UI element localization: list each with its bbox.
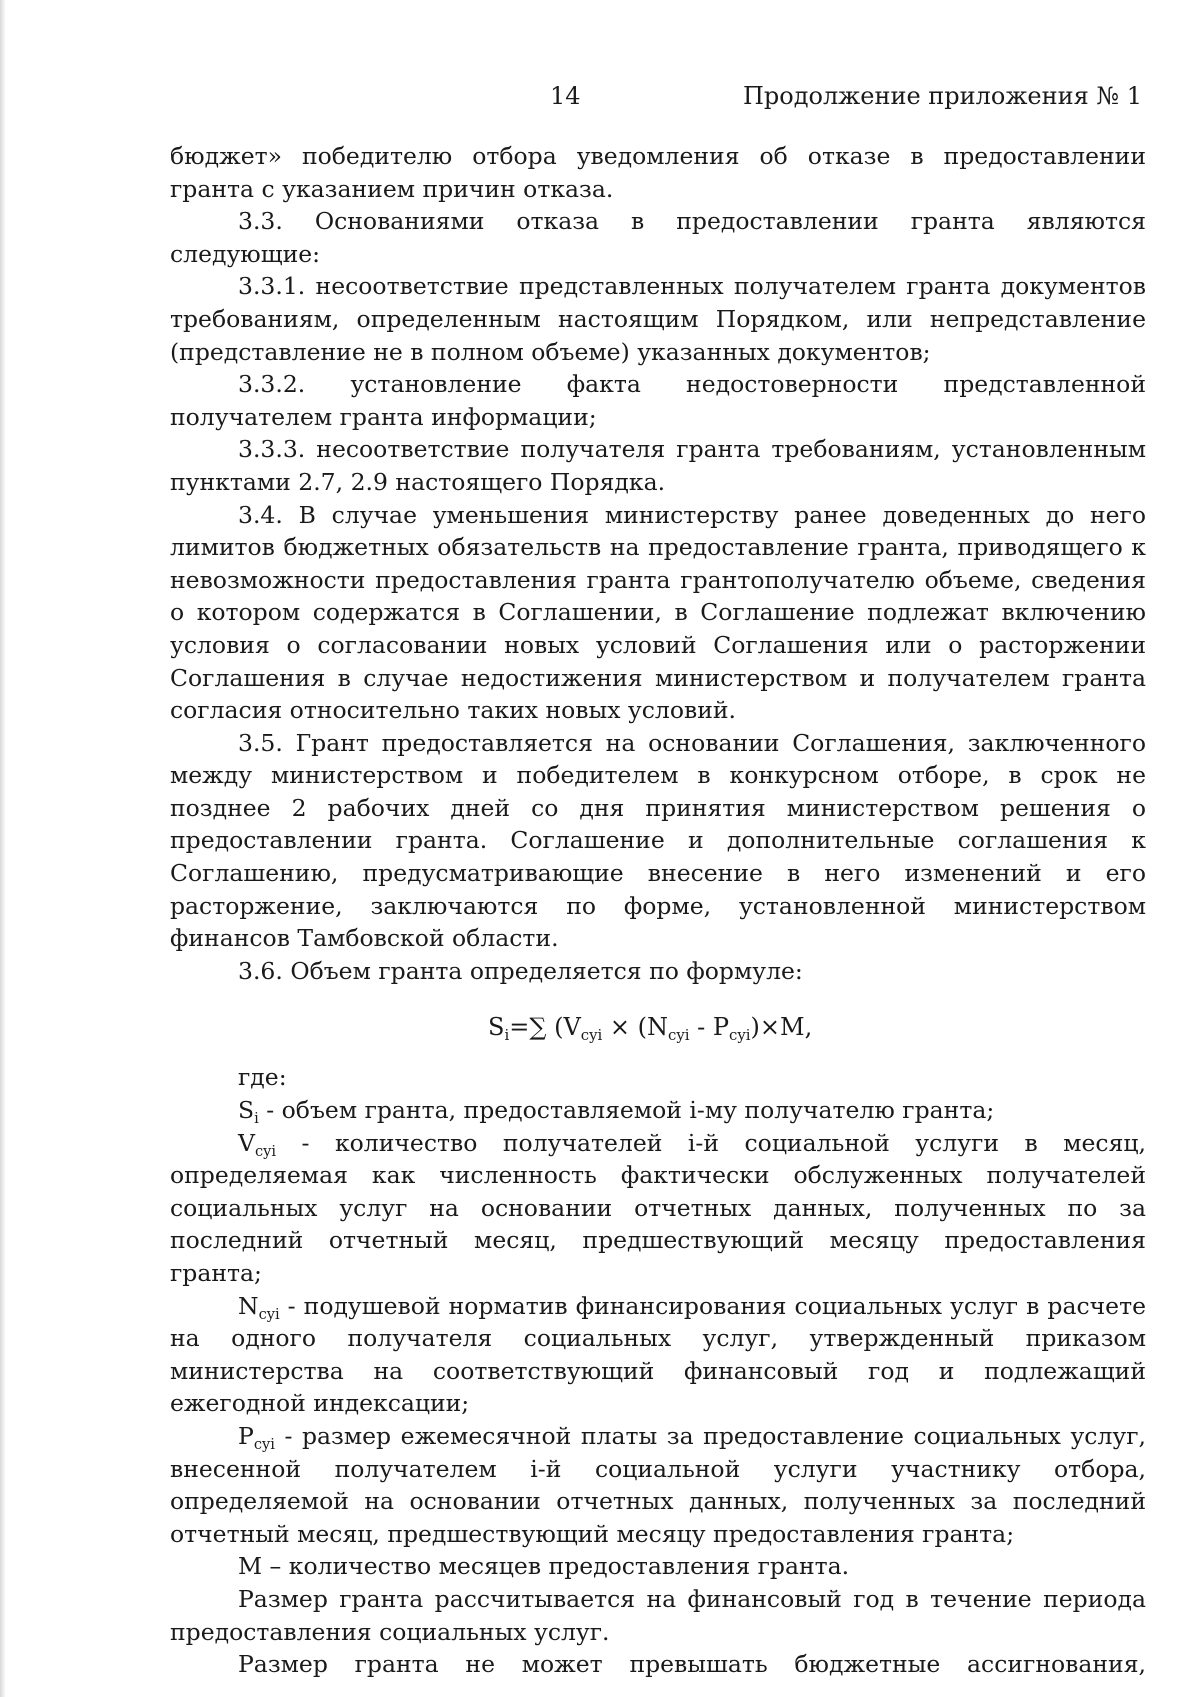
paragraph-grant-period: Размер гранта рассчитывается на финансовый год в течение периода предоставления социальных услуг. bbox=[170, 1584, 1146, 1646]
scan-edge-shadow bbox=[0, 0, 6, 1697]
symbol-n: $N_{cyi}$ bbox=[238, 1291, 280, 1323]
paragraph-3-3: 3.3. Основаниями отказа в предоставлении гранта являются следующие: bbox=[170, 207, 1146, 268]
definition-v: $V_{cyi}$ - количество получателей i-й социальной услуги в месяц, определяемая как численность фактически обслуженных получателей социальных услуг на основании отчетных данных, полученных по за последний отчетный месяц, предшествующий месяцу предоставления гранта; bbox=[170, 1128, 1146, 1287]
page-number: 14 bbox=[550, 82, 581, 110]
paragraph-continuation: бюджет» победителю отбора уведомления об отказе в предоставлении гранта с указанием причин отказа. bbox=[170, 142, 1146, 203]
definition-m: М – количество месяцев предоставления гранта. bbox=[238, 1552, 850, 1581]
appendix-continuation-note: Продолжение приложения № 1 bbox=[742, 82, 1142, 110]
paragraph-3-3-3: 3.3.3. несоответствие получателя гранта требованиям, установленным пунктами 2.7, 2.9 настоящего Порядка. bbox=[170, 435, 1146, 496]
paragraph-3-3-1: 3.3.1. несоответствие представленных получателем гранта документов требованиям, определенным настоящим Порядком, или непредставление (представление не в полном объеме) указанных документов; bbox=[170, 272, 1146, 366]
definition-n: $N_{cyi}$ - подушевой норматив финансирования социальных услуг в расчете на одного получателя социальных услуг, утвержденный приказом министерства на соответствующий финансовый год и подлежащий ежегодной индексации; bbox=[170, 1291, 1146, 1418]
symbol-s: $S_i$ bbox=[238, 1096, 259, 1128]
formula-where-label: где: bbox=[238, 1063, 287, 1092]
document-body bbox=[170, 140, 1146, 1681]
definition-p: $P_{cyi}$ - размер ежемесячной платы за предоставление социальных услуг, внесенной получателем i-й социальной услуги участнику отбора, определяемой на основании отчетных данных, полученных за последний отчетный месяц, предшествующий месяцу предоставления гранта; bbox=[170, 1421, 1146, 1548]
paragraph-3-3-2: 3.3.2. установление факта недостоверности представленной получателем гранта информации; bbox=[170, 370, 1146, 431]
grant-formula: $S_i=\sum$ ($V_{cyi} \times (N_{cyi} - P_{cyi})\times M$, bbox=[488, 1013, 813, 1045]
definition-s: $S_i$ - объем гранта, предоставляемой i-му получателю гранта; bbox=[238, 1096, 995, 1128]
symbol-p: $P_{cyi}$ bbox=[238, 1421, 275, 1454]
paragraph-grant-limit: Размер гранта не может превышать бюджетные ассигнования, bbox=[238, 1650, 1146, 1679]
paragraph-3-6: 3.6. Объем гранта определяется по формуле: bbox=[238, 956, 803, 985]
page-header bbox=[0, 76, 1200, 116]
symbol-v: $V_{cyi}$ bbox=[238, 1128, 277, 1160]
paragraph-3-5: 3.5. Грант предоставляется на основании Соглашения, заключенного между министерством и победителем в конкурсном отборе, в срок не позднее 2 рабочих дней со дня принятия министерством решения о предоставлении гранта. Соглашение и дополнительные соглашения к Соглашению, предусматривающие внесение в него изменений и его расторжение, заключаются по форме, установленной министерством финансов Тамбовской области. bbox=[170, 728, 1146, 953]
paragraph-3-4: 3.4. В случае уменьшения министерству ранее доведенных до него лимитов бюджетных обязательств на предоставление гранта, приводящего к невозможности предоставления гранта грантополучателю объеме, сведения о котором содержатся в Соглашении, в Соглашение подлежат включению условия о согласовании новых условий Соглашения или о расторжении Соглашения в случае недостижения министерством и получателем гранта согласия относительно таких новых условий. bbox=[170, 500, 1146, 725]
